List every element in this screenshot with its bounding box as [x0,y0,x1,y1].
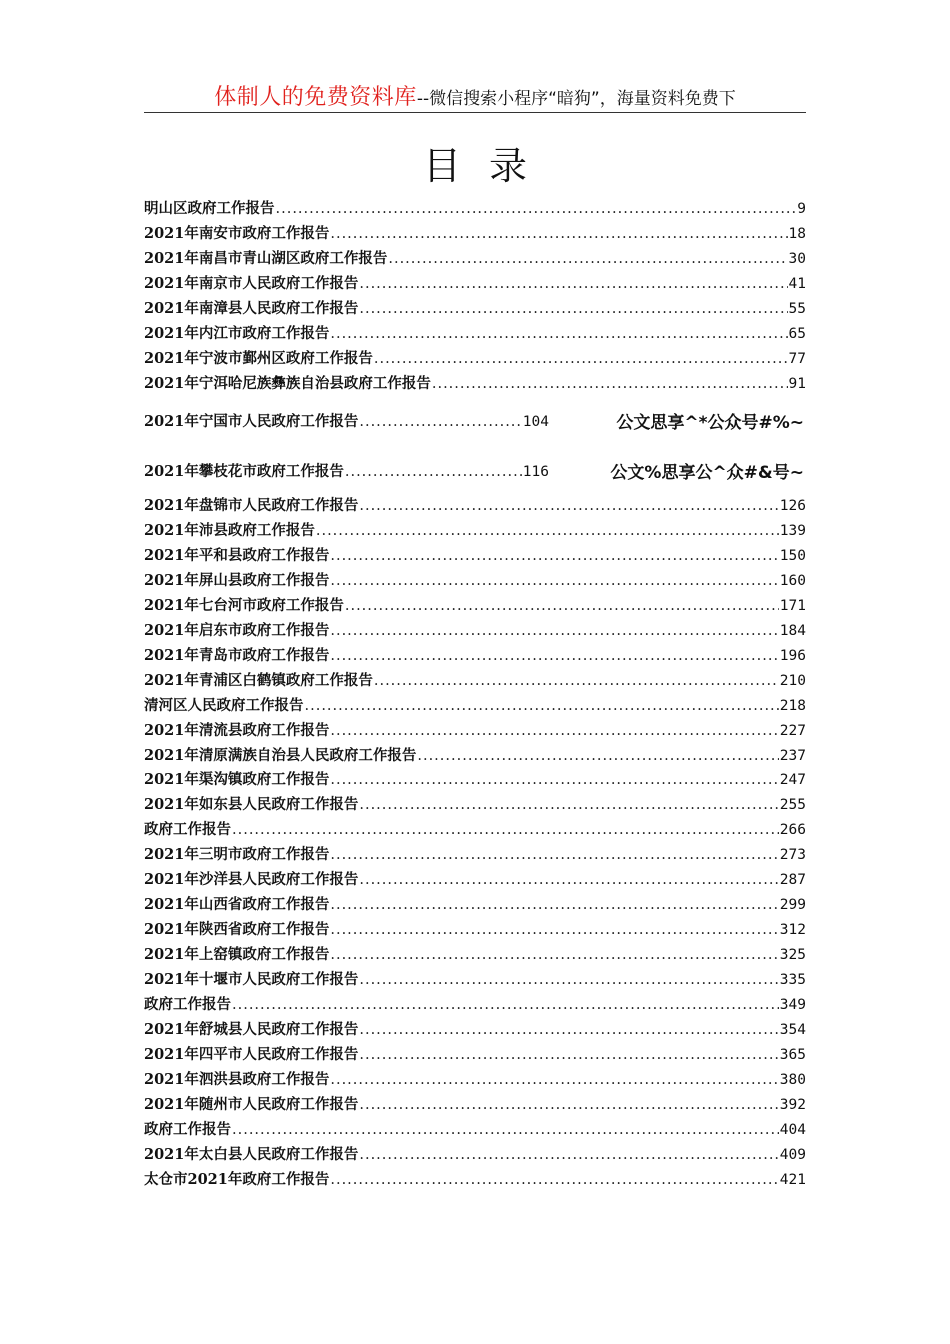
page-header [144,80,806,113]
toc-entry-page: 104 [522,414,549,430]
toc-leader-dots [330,325,787,343]
toc-entry-page: 210 [779,672,806,689]
toc-entry-label: 2021年青浦区白鹤镇政府工作报告 [144,671,373,689]
toc-leader-dots [330,771,778,789]
toc-entry[interactable] [144,346,806,368]
toc-entry-label: 2021年盘锦市人民政府工作报告 [144,497,359,514]
toc-leader-dots [330,921,778,939]
toc-leader-dots [359,497,778,515]
toc-leader-dots [359,413,521,431]
page-title: 目录 [422,144,555,188]
toc-leader-dots [276,200,797,218]
toc-leader-dots [359,971,778,989]
toc-entry-page: 139 [779,522,806,539]
toc-entry[interactable] [144,917,806,939]
toc-leader-dots [432,375,788,393]
toc-entry-page: 30 [788,250,806,267]
toc-entry-label: 2021年平和县政府工作报告 [144,546,330,564]
toc-leader-dots [330,1171,778,1189]
toc-entry-page: 255 [779,797,806,814]
toc-entry-page: 41 [788,275,806,292]
toc-entry-label: 2021年太白县人民政府工作报告 [144,1145,359,1163]
toc-entry-label: 2021年随州市人民政府工作报告 [144,1095,359,1113]
toc-entry-label: 2021年宁国市人民政府工作报告 [144,413,359,430]
toc-entry[interactable] [144,409,549,431]
toc-leader-dots [359,796,778,814]
toc-entry-label: 2021年渠沟镇政府工作报告 [144,771,330,789]
toc-leader-dots [359,1046,778,1064]
toc-leader-dots [330,946,778,964]
toc-entry-label: 2021年沙洋县人民政府工作报告 [144,871,359,889]
toc-entry-label: 2021年屏山县政府工作报告 [144,571,330,589]
toc-leader-dots [374,672,779,690]
toc-entry-page: 126 [779,498,806,514]
toc-entry-page: 91 [788,375,806,392]
toc-entry-page: 335 [779,972,806,989]
toc-entry[interactable] [144,1067,806,1089]
toc-entry-page: 247 [779,772,806,789]
toc-leader-dots [330,572,778,590]
toc-entry[interactable] [144,493,806,515]
toc-entry-page: 404 [779,1121,806,1138]
toc-leader-dots [330,647,778,665]
toc-leader-dots [330,896,778,914]
toc-entry-page: 273 [779,847,806,864]
toc-leader-dots [316,522,779,540]
toc-entry-label: 太仓市2021年政府工作报告 [144,1170,330,1188]
toc-entry-label: 2021年南昌市青山湖区政府工作报告 [144,249,388,267]
toc-leader-dots [330,225,787,243]
toc-entry-page: 349 [779,997,806,1013]
toc-entry[interactable] [144,1142,806,1164]
toc-entry[interactable] [144,992,806,1014]
toc-leader-dots [359,1021,778,1039]
toc-leader-dots [359,300,787,318]
toc-leader-dots [359,871,778,889]
toc-entry-label: 2021年四平市人民政府工作报告 [144,1045,359,1063]
toc-entry[interactable] [144,296,806,318]
toc-entry-label: 2021年陕西省政府工作报告 [144,921,330,939]
toc-entry-label: 2021年如东县人民政府工作报告 [144,796,359,814]
toc-entry[interactable] [144,246,806,268]
toc-entry[interactable] [144,817,806,839]
toc-entry[interactable] [144,321,806,343]
toc-entry-page: 65 [788,325,806,342]
toc-entry[interactable] [144,543,806,565]
toc-entry[interactable] [144,767,806,789]
toc-entry-label: 2021年宁波市鄞州区政府工作报告 [144,349,373,367]
toc-entry-page: 160 [779,572,806,589]
toc-entry[interactable] [144,196,806,218]
toc-entry-page: 287 [779,872,806,889]
toc-entry-label: 2021年三明市政府工作报告 [144,846,330,864]
toc-entry-page: 196 [779,647,806,664]
toc-leader-dots [417,747,778,765]
watermark-text: 公文%思享公^众#&号~ [610,463,804,483]
toc-entry[interactable] [144,643,806,665]
toc-entry[interactable] [144,1167,806,1189]
toc-leader-dots [345,597,779,615]
toc-entry-page: 354 [779,1021,806,1038]
toc-entry[interactable] [144,568,806,590]
toc-leader-dots [330,547,778,565]
toc-entry-page: 266 [779,822,806,839]
toc-leader-dots [359,275,787,293]
toc-entry[interactable] [144,1092,806,1114]
toc-entry-label: 清河区人民政府工作报告 [144,696,304,714]
toc-entry[interactable] [144,967,806,989]
toc-entry-page: 18 [788,225,806,242]
toc-entry-page: 150 [779,547,806,564]
toc-leader-dots [232,996,779,1014]
toc-entry[interactable] [144,1017,806,1039]
toc-leader-dots [330,846,778,864]
toc-entry[interactable] [144,867,806,889]
toc-entry-label: 政府工作报告 [144,821,231,839]
toc-entry-label: 2021年内江市政府工作报告 [144,324,330,342]
toc-leader-dots [330,622,778,640]
toc-entry-label: 2021年清流县政府工作报告 [144,721,330,739]
toc-entry-label: 2021年沛县政府工作报告 [144,521,315,539]
toc-entry-page: 312 [779,922,806,939]
toc-entry-page: 380 [779,1071,806,1088]
toc-entry-label: 2021年攀枝花市政府工作报告 [144,463,344,480]
toc-leader-dots [232,821,779,839]
toc-entry-label: 2021年山西省政府工作报告 [144,896,330,914]
header-brand: 体制人的免费资料库 [214,85,417,110]
toc-entry-label: 明山区政府工作报告 [144,200,275,217]
toc-entry-page: 299 [779,897,806,914]
toc-entry-page: 365 [779,1046,806,1063]
toc-entry-page: 325 [779,947,806,964]
toc-leader-dots [345,463,522,481]
toc-entry-page: 55 [788,300,806,317]
toc-entry-page: 392 [779,1096,806,1113]
toc-leader-dots [359,1146,778,1164]
toc-entry-label: 2021年清原满族自治县人民政府工作报告 [144,746,417,764]
toc-entry-page: 116 [522,464,549,480]
toc-leader-dots [232,1121,779,1139]
toc-entry-page: 421 [779,1171,806,1188]
toc-leader-dots [374,350,788,368]
toc-leader-dots [330,1071,778,1089]
toc-entry[interactable] [144,593,806,615]
toc-leader-dots [330,722,778,740]
toc-entry-label: 2021年十堰市人民政府工作报告 [144,971,359,989]
toc-entry[interactable] [144,1042,806,1064]
toc-entry[interactable] [144,618,806,640]
toc-entry-label: 政府工作报告 [144,1120,231,1138]
toc-entry-page: 218 [779,697,806,714]
toc-leader-dots [388,250,787,268]
toc-entry[interactable] [144,942,806,964]
toc-leader-dots [305,697,779,715]
header-tagline: --微信搜索小程序“暗狗”，海量资料免费下 [416,89,736,109]
toc-entry-page: 237 [779,747,806,764]
toc-entry[interactable] [144,1117,806,1139]
toc-entry-label: 2021年南安市政府工作报告 [144,224,330,242]
toc-entry-label: 2021年启东市政府工作报告 [144,621,330,639]
toc-entry-label: 2021年南京市人民政府工作报告 [144,274,359,292]
toc-entry[interactable] [144,668,806,690]
toc-entry[interactable] [144,718,806,740]
toc-entry[interactable] [144,459,549,481]
watermark-text: 公文思享^*公众号#%~ [616,413,804,433]
toc-entry[interactable] [144,371,806,393]
toc-entry-page: 227 [779,722,806,739]
toc-entry-label: 2021年青岛市政府工作报告 [144,646,330,664]
toc-entry-label: 2021年宁洱哈尼族彝族自治县政府工作报告 [144,374,431,392]
toc-entry-page: 171 [779,597,806,614]
toc-entry-label: 2021年南漳县人民政府工作报告 [144,299,359,317]
toc-entry[interactable] [144,271,806,293]
toc-entry-label: 2021年七台河市政府工作报告 [144,596,344,614]
toc-entry[interactable] [144,518,806,540]
toc-entry[interactable] [144,792,806,814]
toc-entry[interactable] [144,221,806,243]
toc-entry-label: 2021年泗洪县政府工作报告 [144,1070,330,1088]
toc-entry-label: 政府工作报告 [144,996,231,1013]
toc-entry-label: 2021年上窑镇政府工作报告 [144,946,330,964]
toc-entry-page: 9 [797,201,806,217]
toc-entry-page: 77 [788,350,806,367]
toc-entry[interactable] [144,842,806,864]
toc-leader-dots [359,1096,778,1114]
toc-entry[interactable] [144,693,806,715]
toc-entry[interactable] [144,892,806,914]
toc-entry-page: 184 [779,622,806,639]
toc-entry-page: 409 [779,1146,806,1163]
toc-entry[interactable] [144,743,806,765]
toc-entry-label: 2021年舒城县人民政府工作报告 [144,1020,359,1038]
